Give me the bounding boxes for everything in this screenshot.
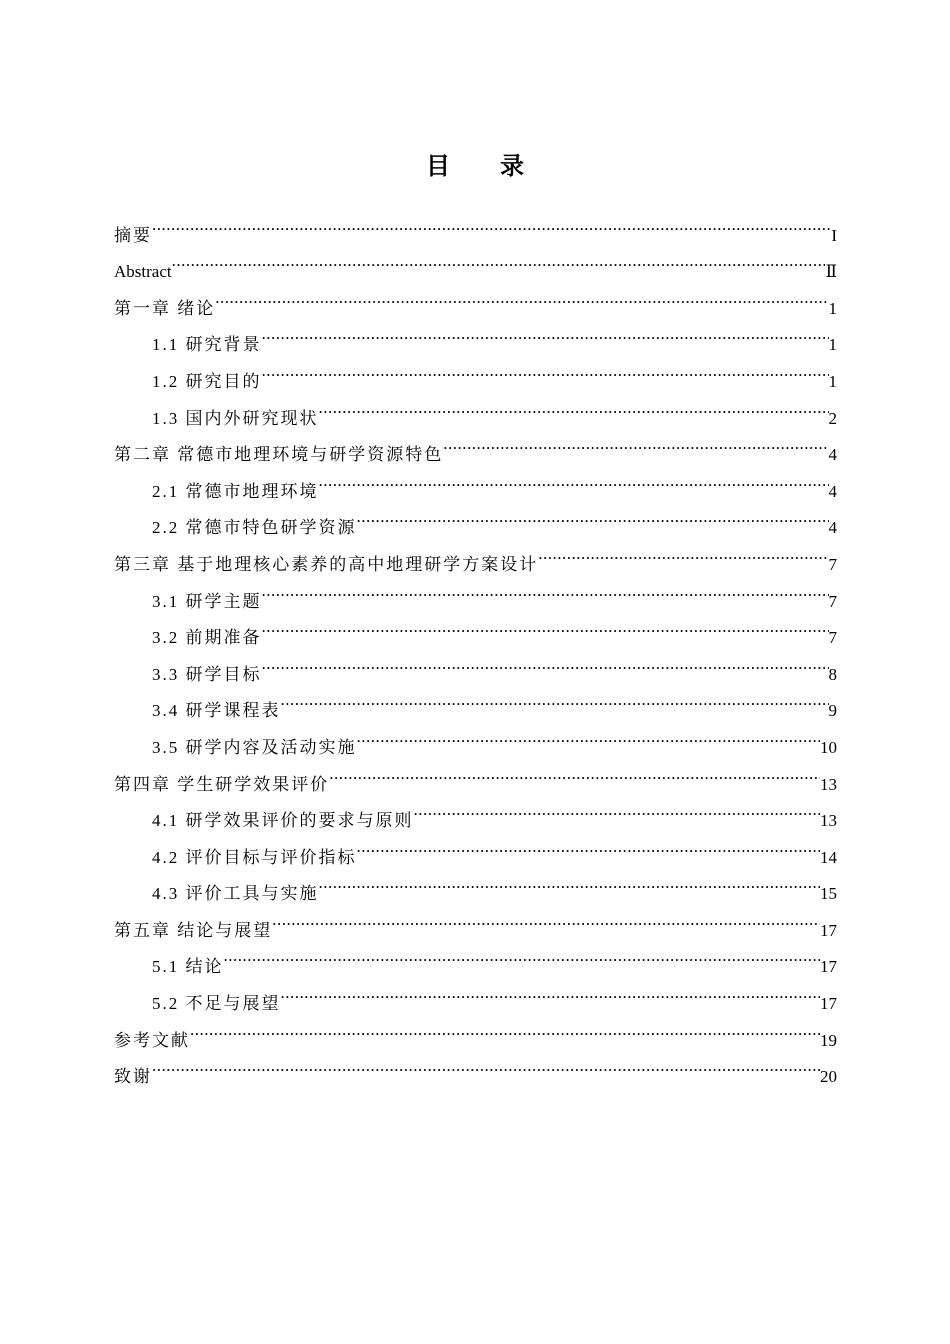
toc-entry-page: 19 [820,1030,837,1050]
dot-leader [272,899,820,936]
toc-entry-label: 第二章 常德市地理环境与研学资源特色 [114,445,444,465]
toc-entry-label: 3.4 研学课程表 [152,701,281,721]
dot-leader [329,753,820,790]
dot-leader [357,716,821,753]
toc-entry[interactable] [114,1009,837,1050]
toc-entry-label: 4.3 评价工具与实施 [152,884,319,904]
toc-entry-label: 3.5 研学内容及活动实施 [152,737,357,757]
dot-leader [319,460,829,497]
dot-leader [262,643,829,680]
toc-entry-label: 1.2 研究目的 [152,371,262,391]
toc-entry-label: 第四章 学生研学效果评价 [114,774,330,794]
toc-title-left: 目 [426,152,450,180]
toc-entry-label: 第一章 绪论 [114,298,216,318]
toc-entry-label: 致谢 [114,1067,152,1087]
toc-entry-page: 13 [820,811,837,831]
dot-leader [319,387,829,424]
dot-leader [357,497,829,534]
toc-entry-label: 参考文献 [114,1030,190,1050]
toc-entry-label: Abstract [114,262,172,282]
toc-entry-label: 第五章 结论与展望 [114,920,273,940]
toc-entry-label: 3.1 研学主题 [152,591,262,611]
dot-leader [215,277,828,314]
table-of-contents [114,204,837,1087]
toc-entry-label: 5.2 不足与展望 [152,994,281,1014]
toc-entry-label: 2.1 常德市地理环境 [152,481,319,501]
toc-entry-page: 13 [820,774,837,794]
toc-entry-label: 3.3 研学目标 [152,664,262,684]
toc-entry-label: 1.1 研究背景 [152,335,262,355]
dot-leader [319,863,821,900]
dot-leader [414,790,821,827]
dot-leader [262,570,829,607]
toc-entry[interactable] [114,204,837,245]
toc-entry[interactable] [114,1046,837,1087]
dot-leader [262,350,829,387]
toc-entry-page: 9 [828,701,837,721]
toc-entry-page: 1 [828,298,837,318]
toc-entry-page: I [831,225,837,245]
dot-leader [152,1046,820,1083]
dot-leader [152,204,831,241]
toc-entry-page: 4 [828,445,837,465]
dot-leader [538,533,828,570]
toc-entry-page: 4 [828,481,837,501]
toc-entry-label: 2.2 常德市特色研学资源 [152,518,357,538]
toc-entry-page: 2 [828,408,837,428]
toc-entry-label: 3.2 前期准备 [152,628,262,648]
toc-entry-page: 15 [820,884,837,904]
toc-title [0,146,950,181]
dot-leader [281,680,829,717]
dot-leader [443,424,828,461]
toc-entry-label: 4.1 研学效果评价的要求与原则 [152,811,414,831]
dot-leader [262,607,829,644]
toc-entry-label: 5.1 结论 [152,957,224,977]
toc-entry-page: 7 [828,628,837,648]
dot-leader [224,936,821,973]
dot-leader [190,1009,820,1046]
toc-entry-page: 7 [828,554,837,574]
toc-entry-page: Ⅱ [825,262,837,282]
toc-entry-page: 17 [820,957,837,977]
toc-entry-label: 摘要 [114,225,152,245]
toc-entry-page: 14 [820,847,837,867]
toc-entry-page: 17 [820,994,837,1014]
toc-entry-label: 4.2 评价目标与评价指标 [152,847,357,867]
toc-entry[interactable] [114,241,837,282]
toc-title-right: 录 [500,152,524,180]
toc-entry-page: 1 [828,371,837,391]
dot-leader [281,972,821,1009]
toc-entry[interactable] [114,277,837,318]
toc-entry-page: 10 [820,737,837,757]
toc-entry-page: 17 [820,920,837,940]
toc-entry-page: 4 [828,518,837,538]
dot-leader [172,241,826,278]
toc-entry-page: 20 [820,1067,837,1087]
toc-entry-label: 1.3 国内外研究现状 [152,408,319,428]
toc-entry-label: 第三章 基于地理核心素养的高中地理研学方案设计 [114,554,539,574]
dot-leader [262,314,829,351]
dot-leader [357,826,821,863]
toc-entry[interactable] [114,314,837,355]
toc-entry-page: 1 [828,335,837,355]
toc-entry-page: 8 [828,664,837,684]
toc-entry-page: 7 [828,591,837,611]
